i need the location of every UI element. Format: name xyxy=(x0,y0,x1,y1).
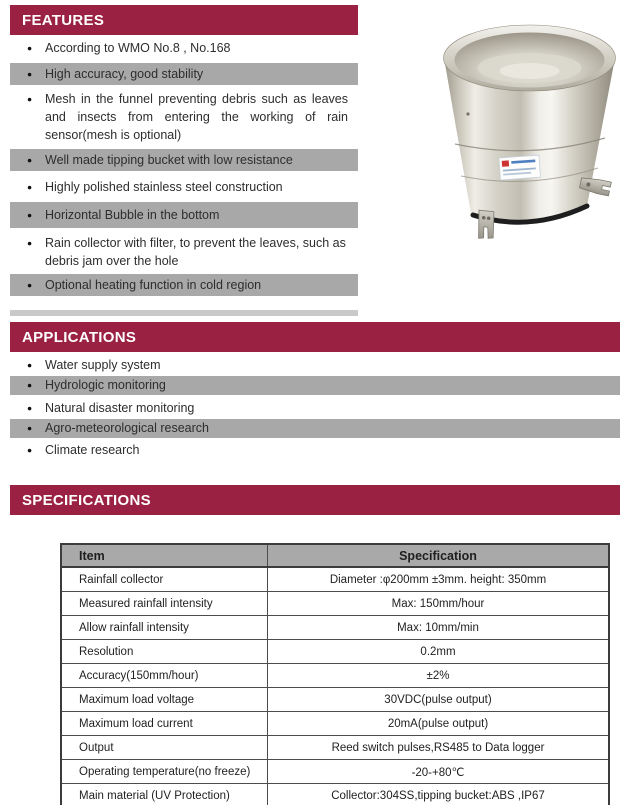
spec-table-row xyxy=(61,712,609,736)
feature-item xyxy=(10,310,358,316)
features-section xyxy=(10,5,358,316)
feature-item xyxy=(10,234,358,270)
application-text: Climate research xyxy=(45,443,140,457)
applications-title-bar xyxy=(10,322,620,352)
application-item xyxy=(10,419,620,438)
spec-table-row xyxy=(61,592,609,616)
spec-table-header-spec: Specification xyxy=(268,544,610,567)
bullet-icon: ● xyxy=(27,69,33,79)
application-text: Water supply system xyxy=(45,358,161,372)
feature-text: High accuracy, good stability xyxy=(45,67,204,81)
application-text: Agro-meteorological research xyxy=(45,421,209,435)
bullet-icon: ● xyxy=(27,210,33,220)
bullet-icon: ● xyxy=(27,380,33,390)
spec-table-row xyxy=(61,760,609,784)
specifications-section xyxy=(10,485,620,805)
application-item xyxy=(10,400,620,417)
spec-table-header-item: Item xyxy=(61,544,268,567)
feature-item xyxy=(10,63,358,85)
spec-item-cell: Rainfall collector xyxy=(61,567,268,592)
spec-table-header-row xyxy=(61,544,609,567)
specifications-title: SPECIFICATIONS xyxy=(22,491,151,509)
applications-title: APPLICATIONS xyxy=(22,328,137,346)
spec-table-row xyxy=(61,616,609,640)
spec-value-cell: Collector:304SS,tipping bucket:ABS ,IP67 xyxy=(268,784,610,805)
spec-table-row xyxy=(61,664,609,688)
bullet-icon: ● xyxy=(27,182,33,192)
spec-item-cell: Measured rainfall intensity xyxy=(61,592,268,616)
spec-table-row xyxy=(61,640,609,664)
bullet-icon: ● xyxy=(27,360,33,370)
application-item xyxy=(10,376,620,395)
spec-value-cell: Max: 10mm/min xyxy=(268,616,610,640)
features-title: FEATURES xyxy=(22,11,105,29)
spec-table-row xyxy=(61,688,609,712)
feature-item xyxy=(10,178,358,196)
application-item xyxy=(10,442,620,459)
application-text: Natural disaster monitoring xyxy=(45,401,195,415)
application-item xyxy=(10,357,620,374)
specifications-title-bar xyxy=(10,485,620,515)
spec-item-cell: Allow rainfall intensity xyxy=(61,616,268,640)
spec-value-cell: Reed switch pulses,RS485 to Data logger xyxy=(268,736,610,760)
spec-table-row xyxy=(61,736,609,760)
spec-item-cell: Maximum load current xyxy=(61,712,268,736)
spec-value-cell: 30VDC(pulse output) xyxy=(268,688,610,712)
bullet-icon: ● xyxy=(27,423,33,433)
spec-table-row xyxy=(61,784,609,805)
spec-table-body xyxy=(61,567,609,805)
feature-text: Horizontal Bubble in the bottom xyxy=(45,208,220,222)
feature-text: Mesh in the funnel preventing debris such as leaves and insects from entering the working of rain sensor(mesh is optional) xyxy=(45,92,348,142)
feature-item xyxy=(10,39,358,57)
spec-table xyxy=(60,543,610,805)
spec-value-cell: 0.2mm xyxy=(268,640,610,664)
bucket-label xyxy=(499,155,540,180)
applications-section xyxy=(10,322,620,459)
bullet-icon: ● xyxy=(27,445,33,455)
spec-item-cell: Maximum load voltage xyxy=(61,688,268,712)
spec-item-cell: Resolution xyxy=(61,640,268,664)
spec-item-cell: Operating temperature(no freeze) xyxy=(61,760,268,784)
feature-item xyxy=(10,149,358,171)
bullet-icon: ● xyxy=(27,280,33,290)
feature-item xyxy=(10,202,358,228)
spec-value-cell: Diameter :φ200mm ±3mm. height: 350mm xyxy=(268,567,610,592)
feature-item xyxy=(10,274,358,296)
spec-item-cell: Accuracy(150mm/hour) xyxy=(61,664,268,688)
spec-value-cell: -20-+80℃ xyxy=(268,760,610,784)
feature-item xyxy=(10,90,358,144)
bullet-icon: ● xyxy=(27,43,33,53)
spec-table-row xyxy=(61,567,609,592)
feature-text: According to WMO No.8 , No.168 xyxy=(45,41,231,55)
spec-item-cell: Output xyxy=(61,736,268,760)
features-title-bar xyxy=(10,5,358,35)
spec-table-wrapper xyxy=(60,543,620,805)
bucket-rim xyxy=(444,25,616,91)
spec-item-cell: Main material (UV Protection) xyxy=(61,784,268,805)
feature-text: Optional heating function in cold region xyxy=(45,278,262,292)
applications-list xyxy=(10,357,620,459)
feature-text: Highly polished stainless steel construction xyxy=(45,180,283,194)
application-text: Hydrologic monitoring xyxy=(45,378,166,392)
feature-text: Well made tipping bucket with low resistance xyxy=(45,153,293,167)
rain-gauge-product-photo xyxy=(437,18,622,246)
spec-value-cell: 20mA(pulse output) xyxy=(268,712,610,736)
bullet-icon: ● xyxy=(27,155,33,165)
bullet-icon: ● xyxy=(27,238,33,248)
spec-value-cell: ±2% xyxy=(268,664,610,688)
feature-text: Rain collector with filter, to prevent the leaves, such as debris jam over the hole xyxy=(45,236,346,268)
mounting-bracket-left xyxy=(476,210,496,240)
spec-value-cell: Max: 150mm/hour xyxy=(268,592,610,616)
bullet-icon: ● xyxy=(27,94,33,104)
bullet-icon: ● xyxy=(27,403,33,413)
features-list xyxy=(10,39,358,316)
